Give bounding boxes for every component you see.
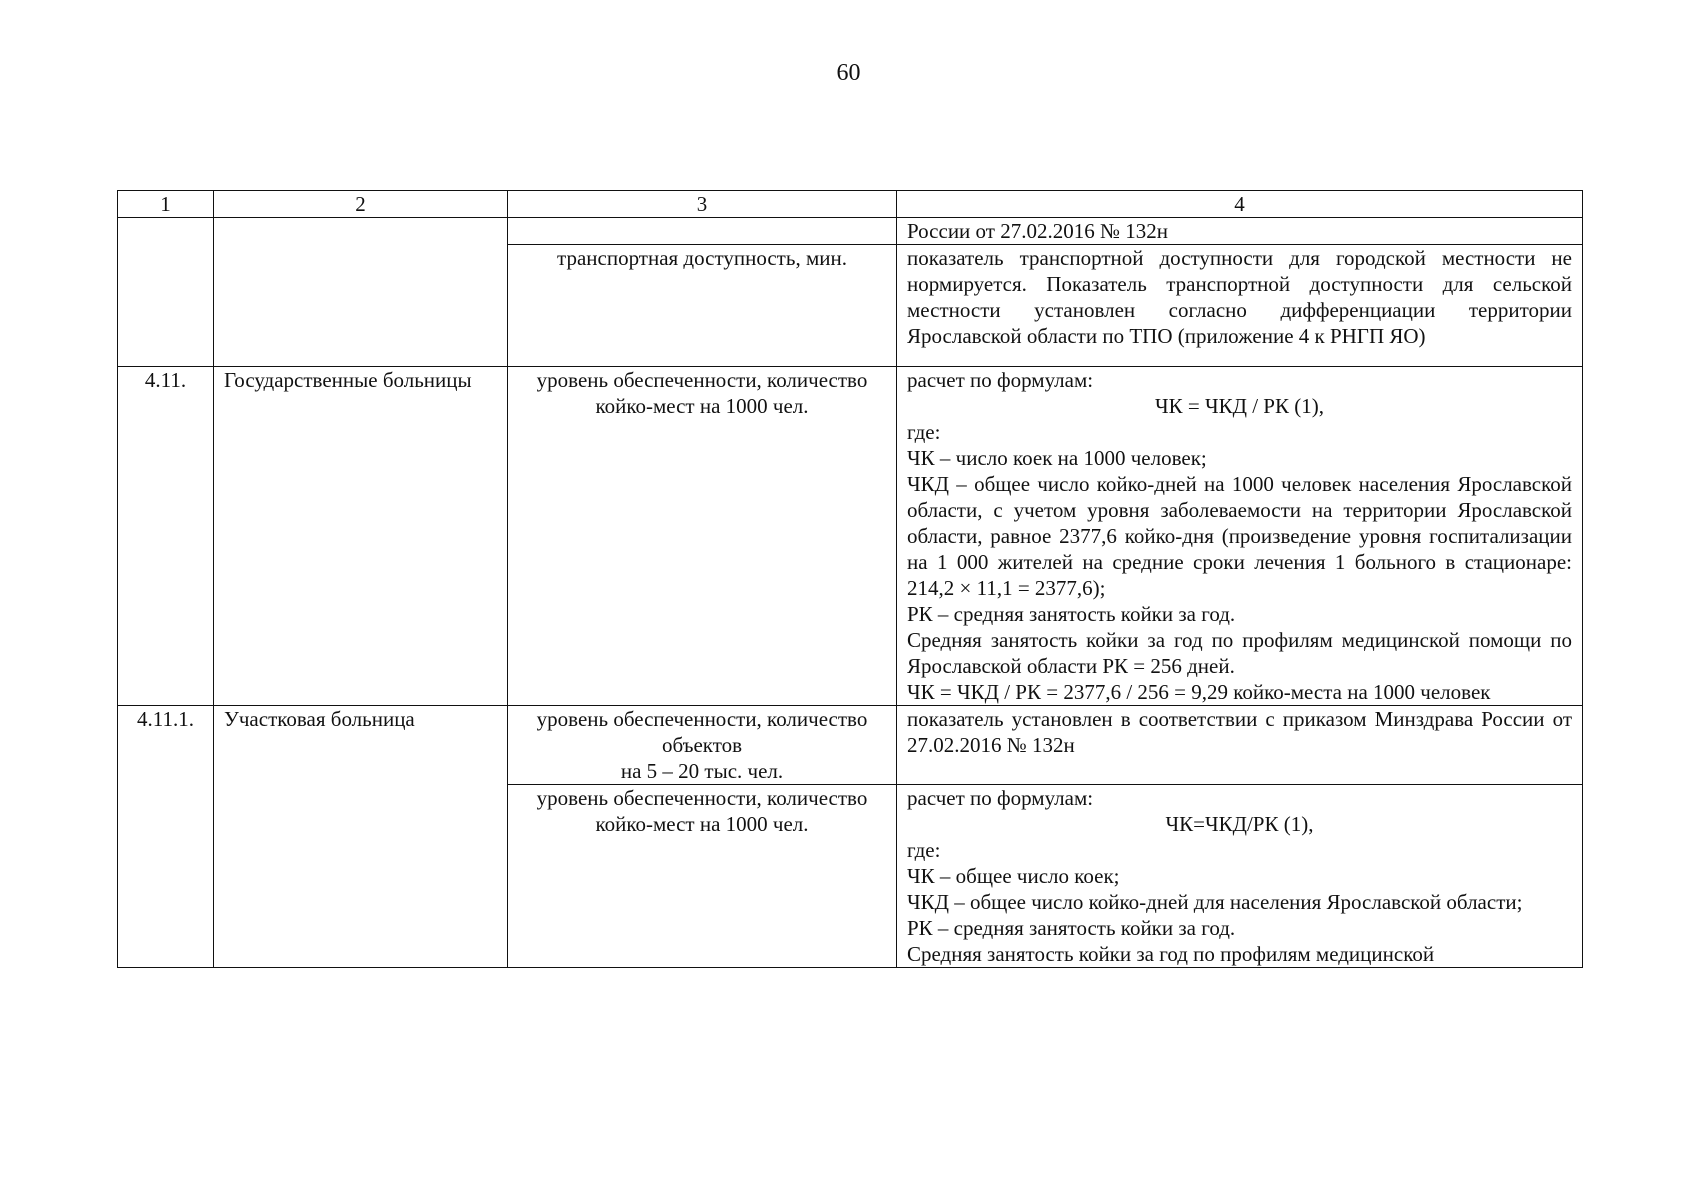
table-row (118, 218, 1583, 245)
table-row (118, 367, 1583, 706)
object-name-cell: Участковая больница (214, 706, 508, 968)
formula-note: Средняя занятость койки за год по профилям медицинской помощи по Ярославской области РК = 256 дней. (907, 628, 1572, 678)
formula-lead: расчет по формулам: (907, 786, 1094, 810)
object-name-cell (214, 218, 508, 367)
indicator-line: на 5 – 20 тыс. чел. (620, 759, 784, 783)
formula: ЧК = ЧКД / РК (1), (1155, 394, 1324, 418)
formula-term: РК – средняя занятость койки за год. (907, 602, 1236, 626)
formula-term: ЧК – число коек на 1000 человек; (907, 446, 1207, 470)
formula: ЧК=ЧКД/РК (1), (1165, 812, 1314, 836)
indicator-cell (508, 218, 897, 245)
standards-table (117, 190, 1583, 968)
table-header-row (118, 191, 1583, 218)
page-number: 60 (836, 60, 861, 86)
formula-term: ЧКД – общее число койко-дней на 1000 человек населения Ярославской области, с учетом уровня заболеваемости на территории Ярославской области, равное 2377,6 койко-дня (произведение уровня госпитализации на 1 000 жителей на средние сроки лечения 1 больного в стационаре: 214,2 × 11,1 = 2377,6); (907, 472, 1572, 600)
row-number-cell (118, 218, 214, 367)
header-col-4: 4 (897, 191, 1583, 218)
value-cell: показатель транспортной доступности для городской местности не нормируется. Показатель транспортной доступности для сельской местности установлен согласно дифференциации территории Ярославской области по ТПО (приложение 4 к РНГП ЯО) (897, 245, 1583, 367)
object-name-cell: Государственные больницы (214, 367, 508, 706)
indicator-cell: уровень обеспеченности, количество койко-мест на 1000 чел. (508, 785, 897, 968)
table-row (118, 706, 1583, 785)
value-cell (897, 785, 1583, 968)
value-cell (897, 367, 1583, 706)
formula-term: ЧК – общее число коек; (907, 864, 1120, 888)
indicator-cell: транспортная доступность, мин. (508, 245, 897, 367)
indicator-cell: уровень обеспеченности, количество койко-мест на 1000 чел. (508, 367, 897, 706)
row-number-cell: 4.11.1. (118, 706, 214, 968)
formula-result: ЧК = ЧКД / РК = 2377,6 / 256 = 9,29 койко-места на 1000 человек (907, 680, 1491, 704)
header-col-2: 2 (214, 191, 508, 218)
formula-note: Средняя занятость койки за год по профилям медицинской (907, 942, 1435, 966)
formula-term: РК – средняя занятость койки за год. (907, 916, 1236, 940)
value-cell: показатель установлен в соответствии с приказом Минздрава России от 27.02.2016 № 132н (897, 706, 1583, 785)
value-cell: России от 27.02.2016 № 132н (897, 218, 1583, 245)
formula-lead: расчет по формулам: (907, 368, 1094, 392)
header-col-3: 3 (508, 191, 897, 218)
indicator-cell (508, 706, 897, 785)
formula-term: ЧКД – общее число койко-дней для населения Ярославской области; (907, 890, 1523, 914)
header-col-1: 1 (118, 191, 214, 218)
formula-where: где: (907, 838, 941, 862)
formula-where: где: (907, 420, 941, 444)
indicator-line: уровень обеспеченности, количество объектов (536, 707, 868, 757)
row-number-cell: 4.11. (118, 367, 214, 706)
